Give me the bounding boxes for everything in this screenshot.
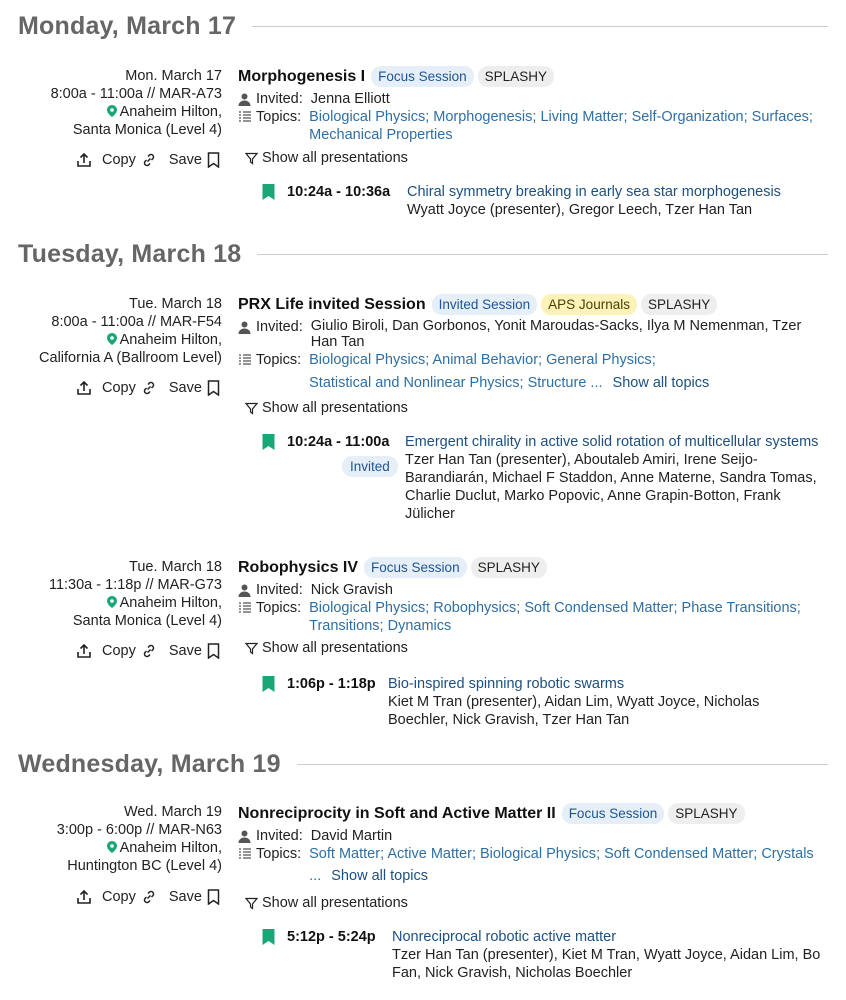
day-title: Wednesday, March 19 [18,750,281,778]
session-meta [0,558,222,630]
copy-label: Copy [102,889,136,905]
session-title[interactable]: PRX Life invited Session [238,295,426,313]
divider [252,26,828,27]
invited-label: Invited: [256,582,303,598]
invited-badge: Invited [342,456,398,477]
session [238,557,828,635]
person-icon [238,321,251,334]
share-button[interactable] [76,152,92,168]
topics-row: Topics: Biological Physics; Robophysics; Soft Condensed Matter; Phase Transitions; Transitions; Dynamics [238,599,828,635]
topic-link[interactable]: Surfaces [751,109,809,125]
location-pin-icon [107,841,117,853]
topics-label: Topics: [256,846,302,862]
topic-link[interactable]: Living Matter [540,109,624,125]
presentation-time: 1:06p - 1:18p [287,676,376,692]
presentation-time: 5:12p - 5:24p [287,929,376,945]
topic-link[interactable]: Mechanical Properties [309,127,453,143]
topics-list-icon [238,602,251,614]
link-icon [141,889,157,905]
presentation [262,433,828,523]
session-actions [76,380,226,396]
share-button[interactable] [76,380,92,396]
topics-label: Topics: [256,600,302,616]
show-presentations-toggle[interactable] [245,150,408,166]
topic-link[interactable]: Crystals [761,846,814,862]
save-button[interactable] [169,889,220,905]
day-header [18,750,828,779]
splashy-badge: SPLASHY [641,294,717,315]
save-button[interactable] [169,643,220,659]
bookmark-outline-icon [207,380,220,396]
filter-icon [245,897,258,910]
topics-list-icon [238,111,251,123]
session-type-badge: Focus Session [371,66,474,87]
share-icon [76,643,92,659]
presentation-authors: Wyatt Joyce (presenter), Gregor Leech, Tzer Han Tan [407,202,753,218]
divider [257,254,828,255]
session-actions [76,643,226,659]
topic-link[interactable]: Statistical and Nonlinear Physics [309,375,520,391]
bookmark-filled-icon[interactable] [262,184,275,200]
save-label: Save [168,380,202,396]
topic-link[interactable]: Soft Condensed Matter [524,600,674,616]
topic-link[interactable]: Transitions [309,618,380,634]
session-title[interactable]: Nonreciprocity in Soft and Active Matter II [238,804,556,822]
filter-icon [245,402,258,415]
bookmark-outline-icon [207,152,220,168]
share-icon [76,380,92,396]
copy-button[interactable] [102,643,157,659]
copy-label: Copy [102,152,136,168]
filter-icon [245,152,258,165]
show-presentations-label: Show all presentations [262,150,408,166]
presentation-time: 10:24a - 11:00a [287,434,390,450]
session-type-badge: Focus Session [562,803,665,824]
topic-link[interactable]: Soft Matter [309,846,381,862]
show-presentations-label: Show all presentations [262,640,408,656]
session-meta [0,295,222,367]
topic-truncated: ... [309,868,322,884]
link-icon [141,643,157,659]
save-label: Save [168,889,202,905]
share-button[interactable] [76,643,92,659]
location-line1: Anaheim Hilton, [119,104,222,120]
show-presentations-toggle[interactable] [245,895,408,911]
presentation-title[interactable]: Bio-inspired spinning robotic swarms [388,676,625,692]
invited-row [238,581,828,599]
topic-link[interactable]: Morphogenesis [433,109,533,125]
presentation-time: 10:24a - 10:36a [287,184,391,200]
presentation [262,675,822,729]
filter-icon [245,642,258,655]
session-actions [76,152,226,168]
topic-link[interactable]: Robophysics [433,600,517,616]
location-line2: Huntington BC (Level 4) [67,858,222,874]
invited-names: Jenna Elliott [310,91,390,107]
location-line2: Santa Monica (Level 4) [72,613,222,629]
topic-link[interactable]: Biological Physics [309,600,426,616]
bookmark-outline-icon [207,889,220,905]
copy-label: Copy [102,643,136,659]
save-label: Save [168,152,202,168]
person-icon [238,830,251,843]
topic-link[interactable]: Active Matter [387,846,472,862]
invited-label: Invited: [256,319,303,335]
location-pin-icon [107,596,117,608]
session-title[interactable]: Robophysics IV [238,558,359,576]
session-time-room: 3:00p - 6:00p // MAR-N63 [56,822,222,838]
invited-label: Invited: [256,91,303,107]
presentation-title[interactable]: Nonreciprocal robotic active matter [392,929,617,945]
presentation-authors: Kiet M Tran (presenter), Aidan Lim, Wyatt Joyce, Nicholas Boechler, Nick Gravish, Tzer Han Tan [388,694,760,728]
day-header [18,240,828,269]
bookmark-outline-icon [207,643,220,659]
topics-row: Topics: Soft Matter; Active Matter; Biological Physics; Soft Condensed Matter; Crystals ... Show all topics [238,845,828,887]
copy-button[interactable] [102,889,157,905]
location-line2: Santa Monica (Level 4) [72,122,222,138]
show-presentations-label: Show all presentations [262,895,408,911]
presentation-title[interactable]: Emergent chirality in active solid rotation of multicellular systems [405,434,819,450]
session-location [0,594,222,612]
session-location [0,103,222,121]
session-type-badge: Focus Session [364,557,467,578]
topic-link[interactable]: Animal Behavior [432,352,539,368]
location-line1: Anaheim Hilton, [119,595,222,611]
presentation-authors: Tzer Han Tan (presenter), Aboutaleb Amiri, Irene Seijo-Barandiarán, Michael F Staddon, Anne Materne, Sandra Tomas, Charlie Duclut, Marko Popovic, Anne Grapin-Botton, Frank Jülicher [405,452,817,522]
topic-link[interactable]: Soft Condensed Matter [604,846,754,862]
share-button[interactable] [76,889,92,905]
splashy-badge: SPLASHY [471,557,547,578]
session-date: Tue. March 18 [129,296,222,312]
show-all-topics-link[interactable]: Show all topics [331,868,428,884]
bookmark-filled-icon[interactable] [262,676,275,692]
topics-list-icon [238,848,251,860]
invited-names: David Martin [310,828,393,844]
invited-label: Invited: [256,828,303,844]
location-line2: California A (Ballroom Level) [39,350,222,366]
session [238,803,828,887]
topics-row: Topics: Biological Physics; Morphogenesis; Living Matter; Self-Organization; Surfaces; Mechanical Properties [238,108,828,144]
show-presentations-label: Show all presentations [262,400,408,416]
save-button[interactable] [169,152,220,168]
topics-label: Topics: [256,352,302,368]
person-icon [238,584,251,597]
session-location [0,839,222,857]
aps-journals-badge: APS Journals [541,294,637,315]
splashy-badge: SPLASHY [668,803,744,824]
topic-link[interactable]: Biological Physics [480,846,597,862]
location-pin-icon [107,105,117,117]
link-icon [141,152,157,168]
topic-truncated: Structure ... [527,375,603,391]
presentation [262,928,828,982]
session-time-room: 8:00a - 11:00a // MAR-F54 [51,314,222,330]
show-presentations-toggle[interactable] [245,400,408,416]
session-type-badge: Invited Session [432,294,538,315]
invited-names: Giulio Biroli, Dan Gorbonos, Yonit Maroudas-Sacks, Ilya M Nemenman, Tzer Han Tan [310,318,802,350]
bookmark-filled-icon[interactable] [262,929,275,945]
link-icon [141,380,157,396]
topics-label: Topics: [256,109,302,125]
divider [297,764,828,765]
topic-link[interactable]: Self-Organization [631,109,744,125]
location-line1: Anaheim Hilton, [119,840,222,856]
day-title: Tuesday, March 18 [18,240,242,268]
invited-row [238,318,828,350]
session-title[interactable]: Morphogenesis I [238,67,366,85]
person-icon [238,93,251,106]
topic-link[interactable]: General Physics [546,352,652,368]
bookmark-filled-icon[interactable] [262,434,275,450]
copy-label: Copy [102,380,136,396]
save-label: Save [168,643,202,659]
session-date: Wed. March 19 [123,804,222,820]
share-icon [76,889,92,905]
topic-link[interactable]: Phase Transitions [681,600,797,616]
day-title: Monday, March 17 [18,12,237,40]
copy-button[interactable] [102,152,157,168]
splashy-badge: SPLASHY [478,66,554,87]
location-line1: Anaheim Hilton, [119,332,222,348]
save-button[interactable] [169,380,220,396]
session [238,294,828,395]
topics-row: Topics: Biological Physics; Animal Behavior; General Physics; Statistical and Nonlinear Physics; Structure ... Show all topics [238,351,828,395]
topic-link[interactable]: Biological Physics [309,352,426,368]
show-presentations-toggle[interactable] [245,640,408,656]
location-pin-icon [107,333,117,345]
topic-link[interactable]: Biological Physics [309,109,426,125]
session-location [0,331,222,349]
topic-link[interactable]: Dynamics [387,618,452,634]
session-actions [76,889,226,905]
session-time-room: 11:30a - 1:18p // MAR-G73 [48,577,222,593]
topics-list-icon [238,354,251,366]
show-all-topics-link[interactable]: Show all topics [612,375,710,391]
invited-names: Nick Gravish [310,582,393,598]
copy-button[interactable] [102,380,157,396]
presentation-authors: Tzer Han Tan (presenter), Kiet M Tran, Wyatt Joyce, Aidan Lim, Bo Fan, Nick Gravish, Nicholas Boechler [392,947,821,981]
session-meta [0,803,222,875]
session-date: Tue. March 18 [129,559,222,575]
share-icon [76,152,92,168]
session-date: Mon. March 17 [125,68,222,84]
session-meta [0,67,222,139]
presentation-title[interactable]: Chiral symmetry breaking in early sea star morphogenesis [407,184,781,200]
invited-row [238,90,828,108]
session-time-room: 8:00a - 11:00a // MAR-A73 [50,86,222,102]
presentation [262,183,822,219]
day-header [18,12,828,41]
session [238,66,828,144]
